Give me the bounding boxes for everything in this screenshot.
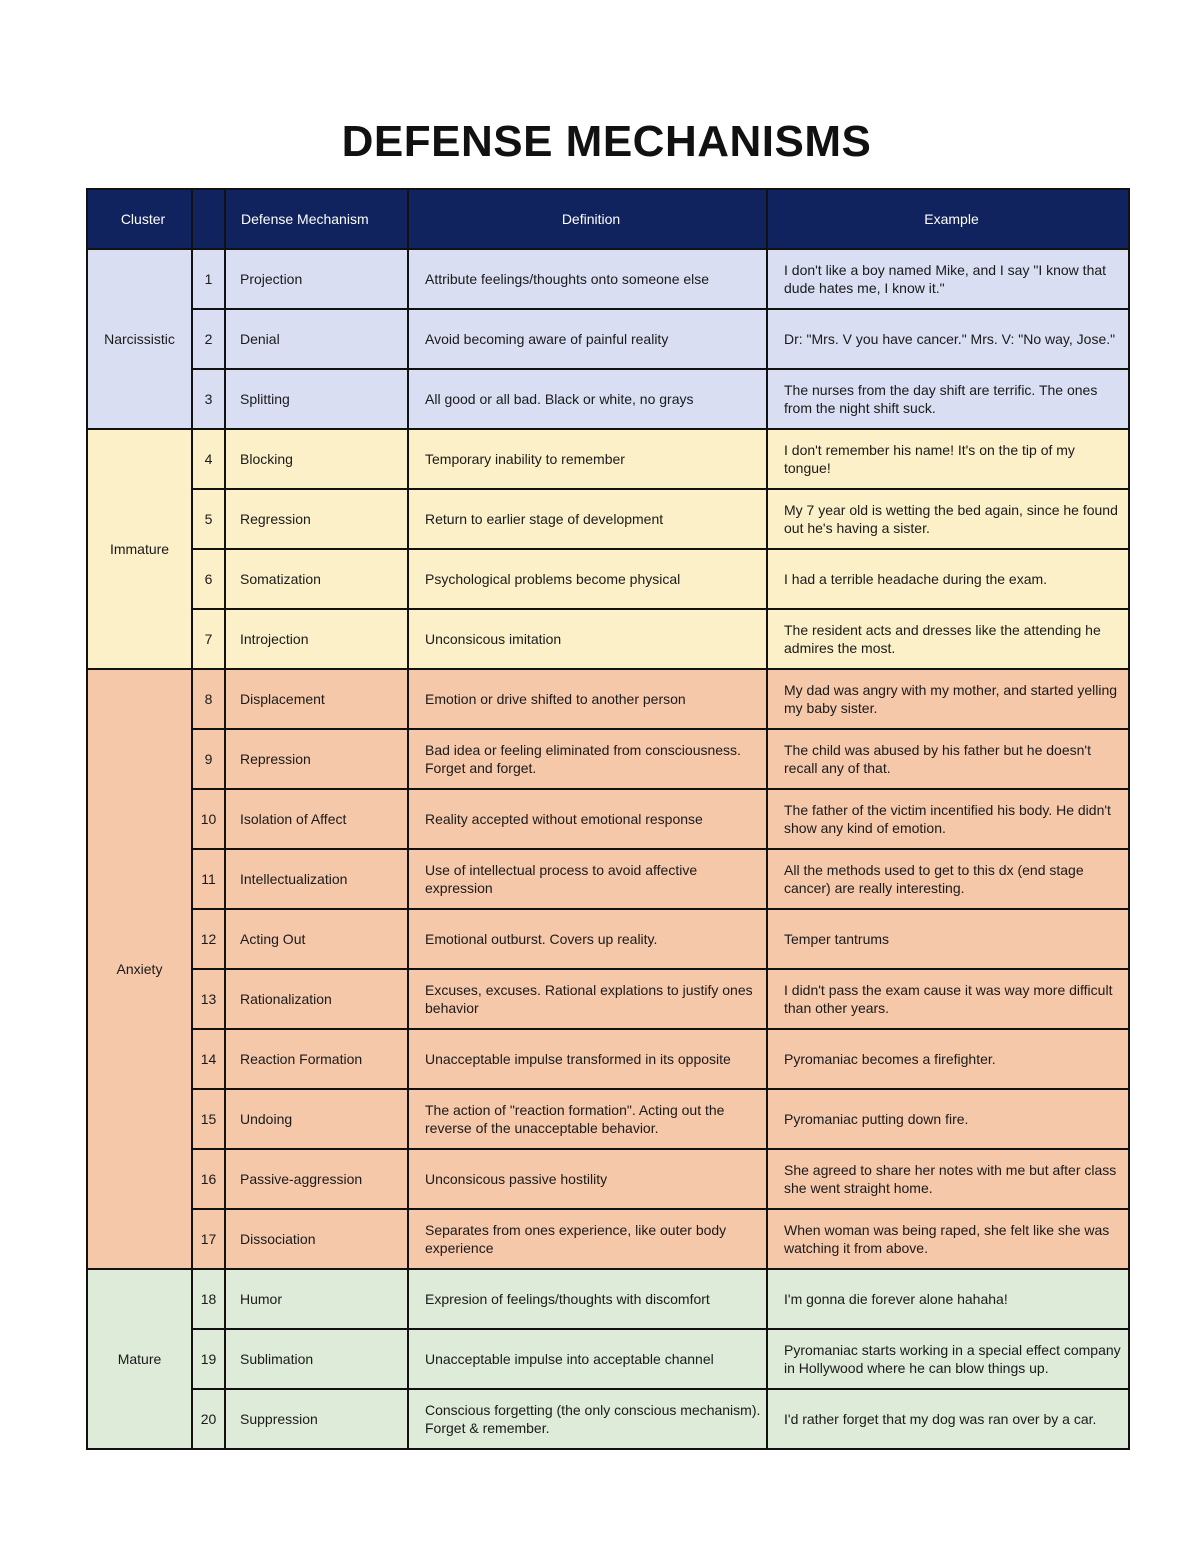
mechanism-definition: Excuses, excuses. Rational explations to justify ones behavior (408, 969, 767, 1029)
mechanism-name: Intellectualization (225, 849, 408, 909)
mechanism-name: Reaction Formation (225, 1029, 408, 1089)
row-number: 4 (192, 429, 225, 489)
mechanism-example: My dad was angry with my mother, and started yelling my baby sister. (767, 669, 1129, 729)
mechanism-example: I'm gonna die forever alone hahaha! (767, 1269, 1129, 1329)
mechanism-example: The father of the victim incentified his body. He didn't show any kind of emotion. (767, 789, 1129, 849)
mechanism-definition: Return to earlier stage of development (408, 489, 767, 549)
table-body (87, 249, 1129, 1449)
mechanism-definition: Emotional outburst. Covers up reality. (408, 909, 767, 969)
mechanism-name: Regression (225, 489, 408, 549)
table-row (87, 249, 1129, 309)
mechanism-example: She agreed to share her notes with me but after class she went straight home. (767, 1149, 1129, 1209)
table-row (87, 489, 1129, 549)
row-number: 6 (192, 549, 225, 609)
row-number: 10 (192, 789, 225, 849)
row-number: 12 (192, 909, 225, 969)
mechanism-name: Projection (225, 249, 408, 309)
row-number: 17 (192, 1209, 225, 1269)
mechanism-definition: The action of "reaction formation". Acting out the reverse of the unacceptable behavior. (408, 1089, 767, 1149)
header-mechanism: Defense Mechanism (225, 189, 408, 249)
mechanism-example: I don't like a boy named Mike, and I say "I know that dude hates me, I know it." (767, 249, 1129, 309)
mechanism-definition: All good or all bad. Black or white, no grays (408, 369, 767, 429)
table-row (87, 309, 1129, 369)
mechanism-example: All the methods used to get to this dx (end stage cancer) are really interesting. (767, 849, 1129, 909)
table-header-row (87, 189, 1129, 249)
mechanism-example: The resident acts and dresses like the attending he admires the most. (767, 609, 1129, 669)
row-number: 16 (192, 1149, 225, 1209)
mechanism-definition: Bad idea or feeling eliminated from consciousness. Forget and forget. (408, 729, 767, 789)
row-number: 9 (192, 729, 225, 789)
header-number (192, 189, 225, 249)
table-row (87, 549, 1129, 609)
mechanism-definition: Conscious forgetting (the only conscious mechanism). Forget & remember. (408, 1389, 767, 1449)
cluster-label: Narcissistic (87, 249, 192, 429)
mechanism-example: I had a terrible headache during the exam. (767, 549, 1129, 609)
mechanism-definition: Unconsicous passive hostility (408, 1149, 767, 1209)
mechanism-name: Blocking (225, 429, 408, 489)
row-number: 20 (192, 1389, 225, 1449)
mechanism-example: Pyromaniac starts working in a special effect company in Hollywood where he can blow things up. (767, 1329, 1129, 1389)
row-number: 1 (192, 249, 225, 309)
table-row (87, 789, 1129, 849)
table-row (87, 1389, 1129, 1449)
mechanism-definition: Attribute feelings/thoughts onto someone else (408, 249, 767, 309)
mechanism-name: Passive-aggression (225, 1149, 408, 1209)
mechanism-definition: Separates from ones experience, like outer body experience (408, 1209, 767, 1269)
row-number: 2 (192, 309, 225, 369)
mechanism-name: Displacement (225, 669, 408, 729)
row-number: 18 (192, 1269, 225, 1329)
mechanism-name: Introjection (225, 609, 408, 669)
mechanism-definition: Use of intellectual process to avoid affective expression (408, 849, 767, 909)
mechanism-name: Denial (225, 309, 408, 369)
row-number: 15 (192, 1089, 225, 1149)
mechanism-name: Sublimation (225, 1329, 408, 1389)
mechanism-definition: Unconsicous imitation (408, 609, 767, 669)
mechanism-definition: Unacceptable impulse into acceptable channel (408, 1329, 767, 1389)
mechanism-definition: Temporary inability to remember (408, 429, 767, 489)
row-number: 14 (192, 1029, 225, 1089)
mechanism-example: My 7 year old is wetting the bed again, since he found out he's having a sister. (767, 489, 1129, 549)
header-definition: Definition (408, 189, 767, 249)
row-number: 7 (192, 609, 225, 669)
mechanism-definition: Psychological problems become physical (408, 549, 767, 609)
table-row (87, 609, 1129, 669)
table-row (87, 1089, 1129, 1149)
row-number: 5 (192, 489, 225, 549)
table-row (87, 849, 1129, 909)
mechanism-definition: Unacceptable impulse transformed in its opposite (408, 1029, 767, 1089)
table-row (87, 729, 1129, 789)
mechanism-example: I'd rather forget that my dog was ran over by a car. (767, 1389, 1129, 1449)
header-example: Example (767, 189, 1129, 249)
mechanism-name: Repression (225, 729, 408, 789)
mechanism-definition: Avoid becoming aware of painful reality (408, 309, 767, 369)
mechanism-definition: Expresion of feelings/thoughts with discomfort (408, 1269, 767, 1329)
mechanism-name: Suppression (225, 1389, 408, 1449)
mechanism-example: I don't remember his name! It's on the tip of my tongue! (767, 429, 1129, 489)
mechanism-name: Undoing (225, 1089, 408, 1149)
mechanism-example: Temper tantrums (767, 909, 1129, 969)
page-title: DEFENSE MECHANISMS (341, 117, 872, 166)
mechanism-definition: Emotion or drive shifted to another person (408, 669, 767, 729)
mechanism-name: Humor (225, 1269, 408, 1329)
defense-mechanisms-table (86, 188, 1130, 1450)
table-row (87, 1329, 1129, 1389)
mechanism-name: Splitting (225, 369, 408, 429)
table-row (87, 1209, 1129, 1269)
table-row (87, 429, 1129, 489)
mechanism-name: Dissociation (225, 1209, 408, 1269)
mechanism-name: Acting Out (225, 909, 408, 969)
table-row (87, 1149, 1129, 1209)
mechanism-example: Pyromaniac putting down fire. (767, 1089, 1129, 1149)
row-number: 8 (192, 669, 225, 729)
cluster-label: Mature (87, 1269, 192, 1449)
row-number: 13 (192, 969, 225, 1029)
mechanism-name: Rationalization (225, 969, 408, 1029)
header-cluster: Cluster (87, 189, 192, 249)
table-row (87, 1269, 1129, 1329)
mechanism-name: Somatization (225, 549, 408, 609)
table-row (87, 969, 1129, 1029)
cluster-label: Immature (87, 429, 192, 669)
mechanism-example: The child was abused by his father but he doesn't recall any of that. (767, 729, 1129, 789)
table-row (87, 1029, 1129, 1089)
mechanism-example: When woman was being raped, she felt like she was watching it from above. (767, 1209, 1129, 1269)
row-number: 3 (192, 369, 225, 429)
mechanism-example: Dr: "Mrs. V you have cancer." Mrs. V: "No way, Jose." (767, 309, 1129, 369)
mechanism-name: Isolation of Affect (225, 789, 408, 849)
mechanism-definition: Reality accepted without emotional response (408, 789, 767, 849)
row-number: 11 (192, 849, 225, 909)
mechanism-example: I didn't pass the exam cause it was way more difficult than other years. (767, 969, 1129, 1029)
mechanism-example: Pyromaniac becomes a firefighter. (767, 1029, 1129, 1089)
table-row (87, 909, 1129, 969)
mechanism-example: The nurses from the day shift are terrific. The ones from the night shift suck. (767, 369, 1129, 429)
row-number: 19 (192, 1329, 225, 1389)
table-row (87, 369, 1129, 429)
table-row (87, 669, 1129, 729)
cluster-label: Anxiety (87, 669, 192, 1269)
